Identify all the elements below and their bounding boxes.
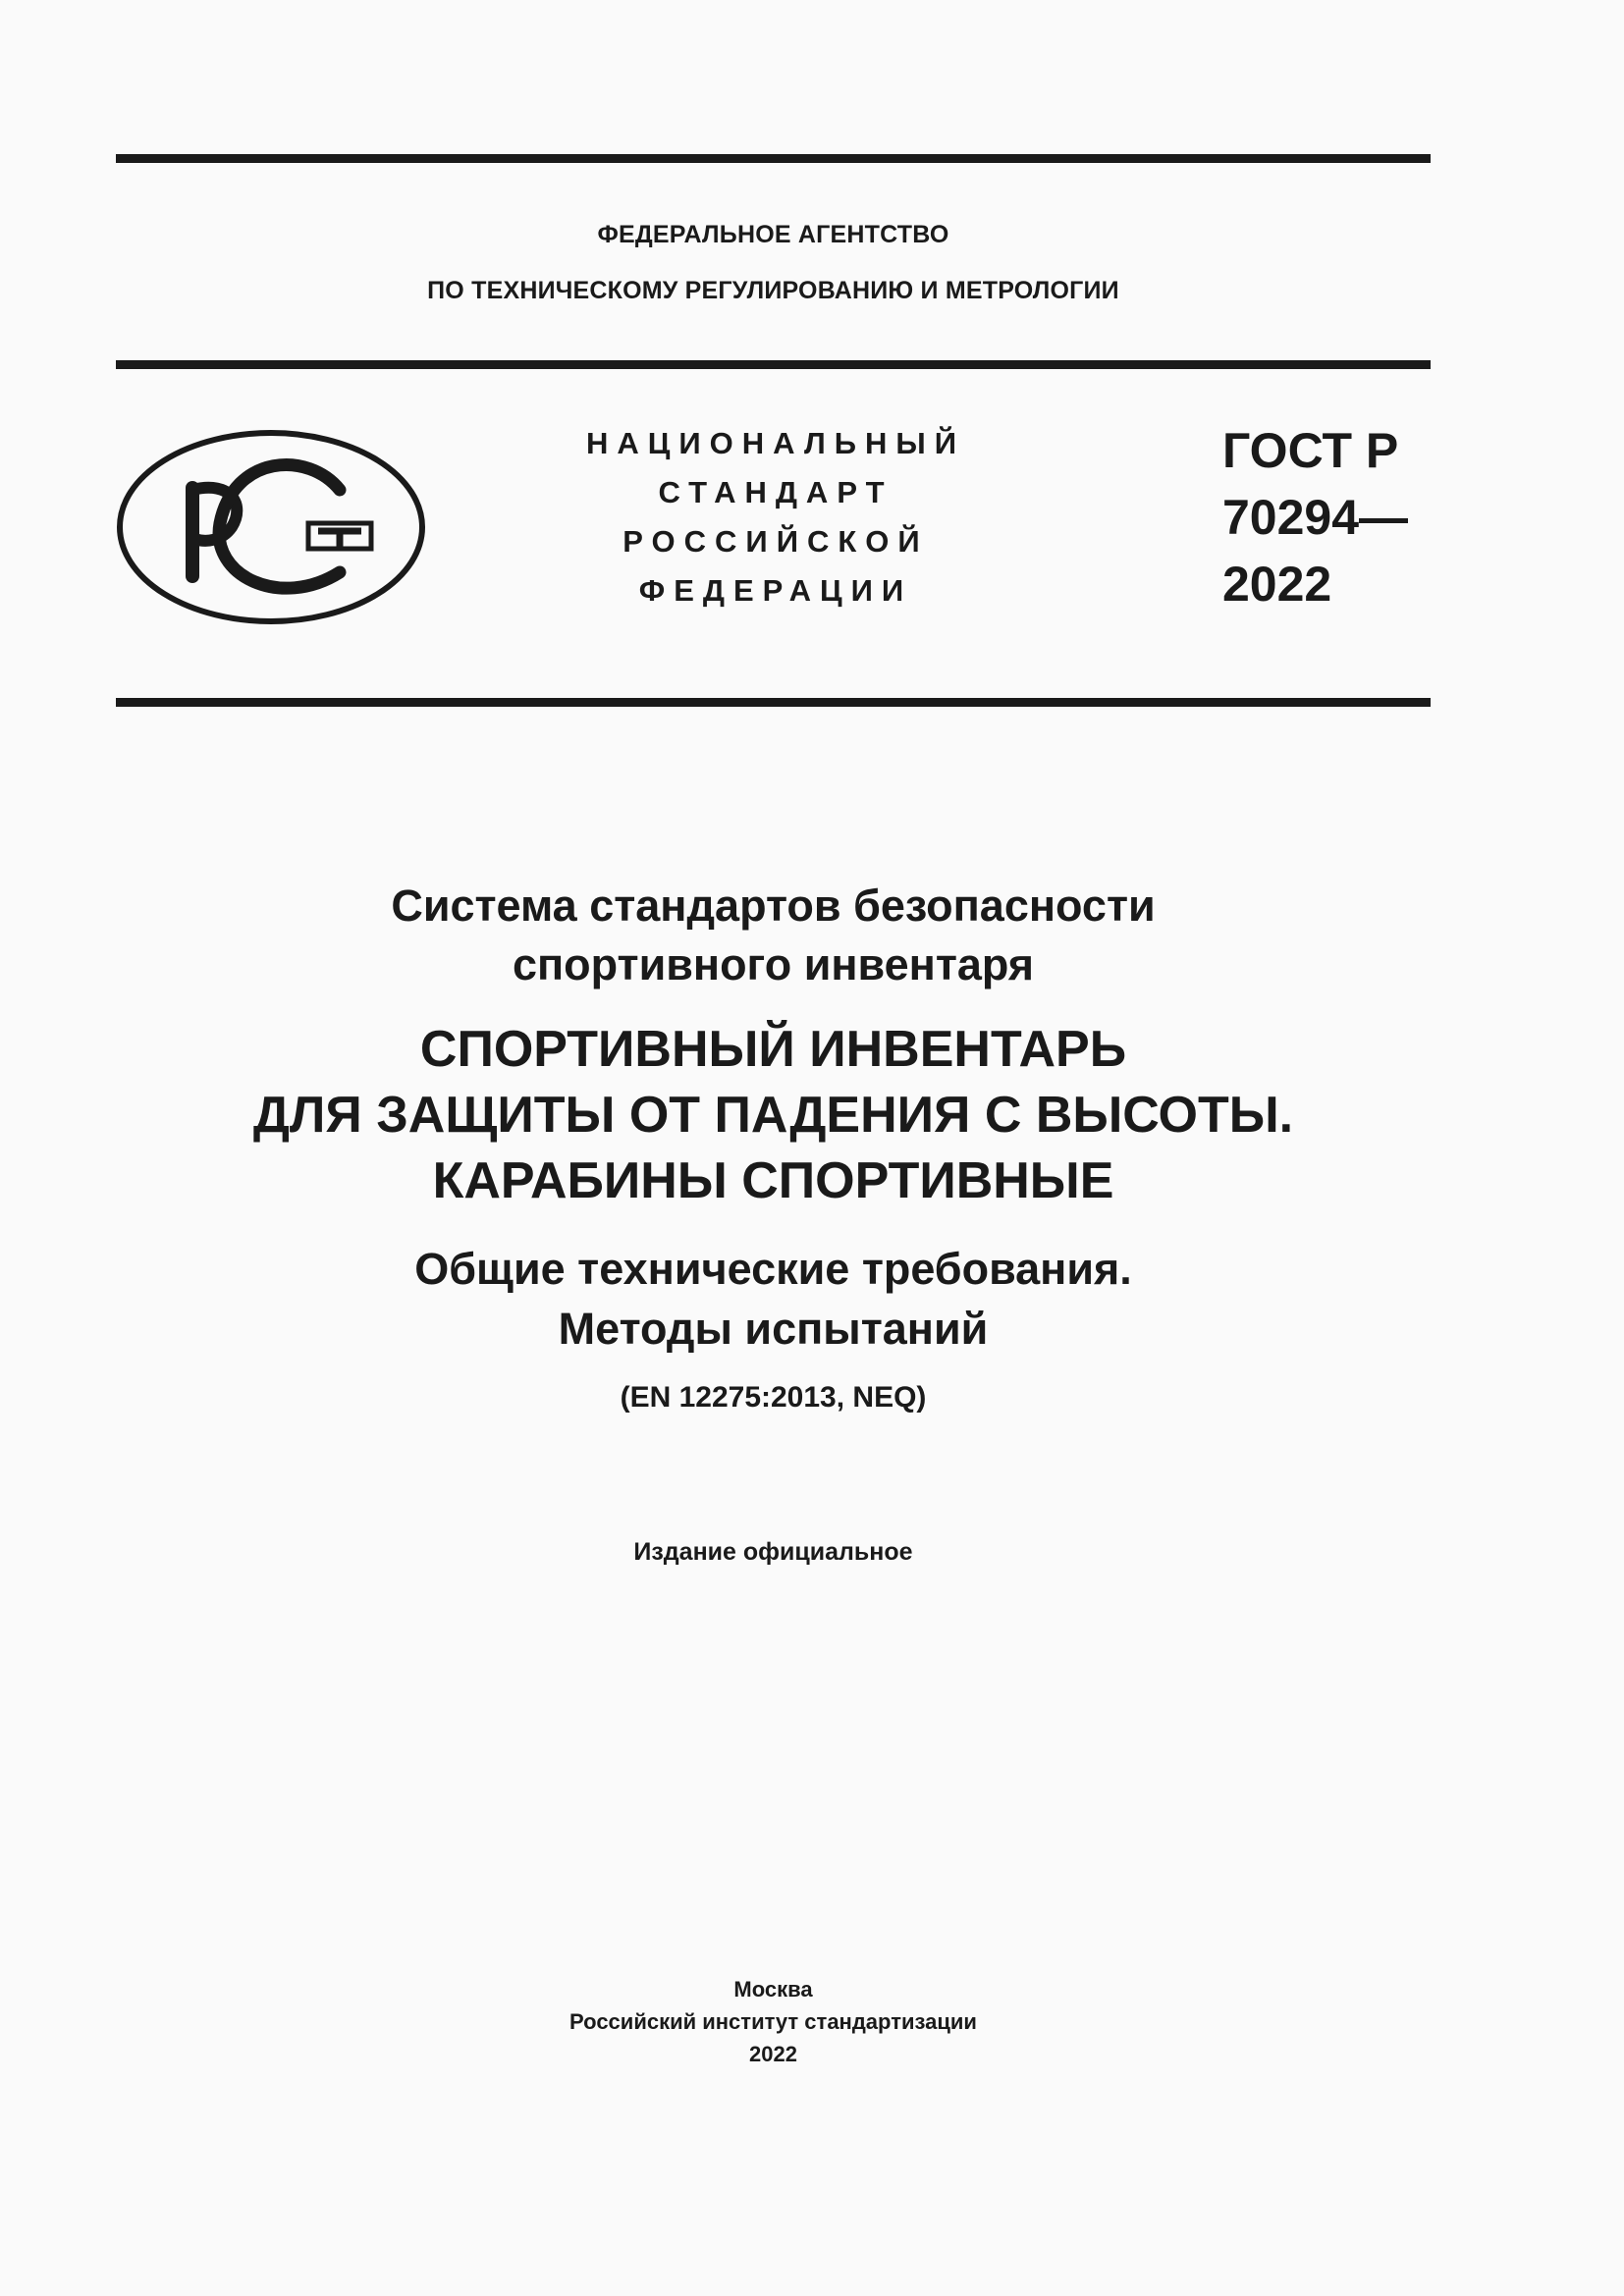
designation-line-3: 2022 (1222, 557, 1332, 612)
top-rule (116, 154, 1431, 163)
standard-type (530, 419, 1021, 615)
subtitle-line-2: Методы испытаний (558, 1304, 989, 1354)
standard-type-line-2: СТАНДАРТ (658, 475, 893, 509)
imprint (116, 1973, 1431, 2070)
header-bottom-rule (116, 698, 1431, 707)
series-title-line-2: спортивного инвентаря (512, 939, 1035, 989)
designation-line-2: 70294— (1222, 490, 1409, 545)
standard-type-line-3: РОССИЙСКОЙ (623, 524, 929, 559)
main-title (116, 1017, 1431, 1214)
edition-label: Издание официальное (633, 1538, 913, 1566)
designation-line-1: ГОСТ Р (1222, 423, 1399, 478)
main-title-line-3: КАРАБИНЫ СПОРТИВНЫЕ (432, 1152, 1114, 1209)
international-reference: (EN 12275:2013, NEQ) (620, 1381, 927, 1414)
standard-type-line-1: НАЦИОНАЛЬНЫЙ (585, 426, 966, 460)
standard-designation (1222, 417, 1408, 617)
subtitle-line-1: Общие технические требования. (414, 1244, 1132, 1294)
imprint-city: Москва (733, 1977, 813, 2002)
agency-line-2: ПО ТЕХНИЧЕСКОМУ РЕГУЛИРОВАНИЮ И МЕТРОЛОГИИ (427, 277, 1119, 304)
series-title-line-1: Система стандартов безопасности (391, 881, 1156, 931)
main-title-line-2: ДЛЯ ЗАЩИТЫ ОТ ПАДЕНИЯ С ВЫСОТЫ. (252, 1087, 1294, 1144)
main-title-line-1: СПОРТИВНЫЙ ИНВЕНТАРЬ (419, 1021, 1127, 1078)
rst-certification-mark-icon (116, 429, 426, 625)
imprint-publisher: Российский институт стандартизации (569, 2009, 977, 2034)
subtitle (116, 1239, 1431, 1359)
agency-rule (116, 360, 1431, 369)
imprint-year: 2022 (749, 2042, 797, 2066)
agency-line-1: ФЕДЕРАЛЬНОЕ АГЕНТСТВО (597, 221, 949, 248)
series-title (116, 877, 1431, 994)
standard-type-line-4: ФЕДЕРАЦИИ (638, 573, 913, 608)
